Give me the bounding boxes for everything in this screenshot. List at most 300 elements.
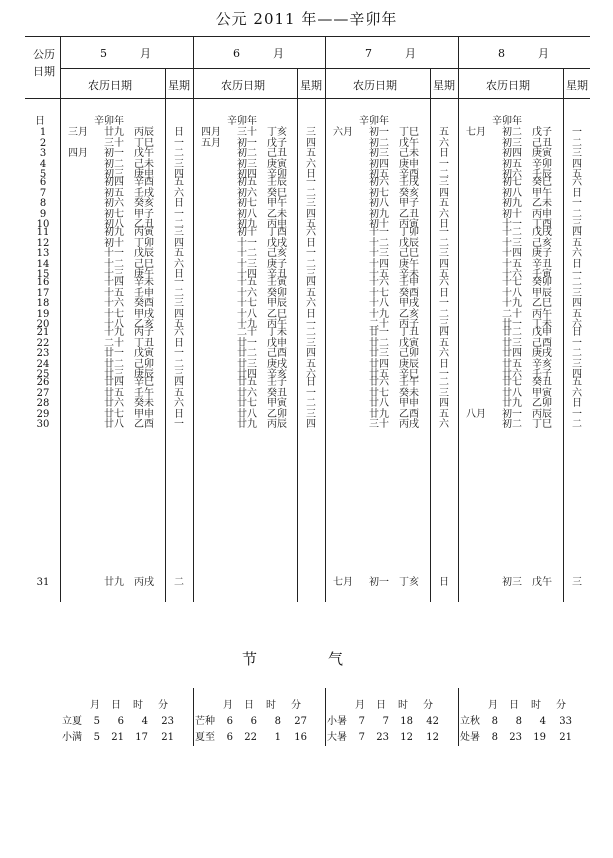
lunar-date: 初一 戊午	[104, 148, 154, 159]
header-bottom-rule	[25, 98, 590, 99]
weekday-value: 三	[306, 337, 316, 349]
lunar-date-header: 农历日期	[486, 79, 530, 92]
lunar-date: 十一 戊戌	[237, 237, 287, 249]
weekday-value: 日	[439, 219, 449, 230]
weekday-value: 二	[174, 577, 184, 588]
jieqi-value: 27	[294, 716, 307, 727]
lunar-date: 十七 甲戌	[104, 308, 154, 320]
solar-day: 18	[36, 298, 50, 309]
lunar-date: 廿三 庚戌	[237, 358, 287, 370]
lunar-date: 廿五 壬子	[237, 377, 287, 388]
jieqi-value: 12	[426, 732, 439, 743]
lunar-date: 初七 甲子	[104, 208, 154, 220]
lunar-date: 十五 辛丑	[502, 258, 552, 270]
jieqi-divider	[325, 688, 326, 746]
jieqi-value: 6	[226, 732, 233, 743]
weekday-value: 一	[572, 198, 582, 209]
jieqi-value: 12	[400, 732, 413, 743]
lunar-date: 十七 癸酉	[369, 287, 419, 299]
jieqi-value: 4	[141, 716, 148, 727]
weekday-value: 六	[306, 298, 316, 309]
jieqi-value: 7	[358, 716, 365, 727]
jieqi-value: 17	[135, 732, 148, 743]
lunar-date: 廿一 丁丑	[369, 327, 419, 338]
weekday-value: 六	[439, 419, 449, 430]
lunar-month-marker: 三月	[68, 127, 88, 138]
weekday-value: 一	[439, 369, 449, 380]
weekday-value: 五	[439, 269, 449, 280]
lunar-date: 十七 癸卯	[502, 277, 552, 288]
lunar-date: 三十 丙戌	[369, 419, 419, 430]
lunar-date: 初三 戊午	[502, 577, 552, 588]
weekday-value: 二	[439, 237, 449, 249]
lunar-date: 廿四 庚辰	[369, 358, 419, 370]
weekday-value: 五	[306, 287, 316, 299]
lunar-date: 初二 丁巳	[502, 419, 552, 430]
lunar-date: 廿二 戊寅	[369, 337, 419, 349]
jieqi-value: 16	[294, 732, 307, 743]
jieqi-value: 18	[400, 716, 413, 727]
lunar-date: 廿九 丙辰	[237, 419, 287, 430]
weekday-value: 一	[174, 419, 184, 430]
jieqi-value: 8	[274, 716, 281, 727]
weekday-value: 三	[572, 148, 582, 159]
weekday-value: 三	[306, 198, 316, 209]
jieqi-value: 21	[161, 732, 174, 743]
lunar-date: 初二 己未	[104, 158, 154, 170]
weekday-value: 三	[572, 577, 582, 588]
lunar-date: 廿六 壬子	[502, 369, 552, 380]
lunar-date: 二十 丁未	[237, 327, 287, 338]
weekday-value: 二	[439, 377, 449, 388]
solar-day: 23	[36, 348, 50, 359]
weekday-value: 二	[306, 398, 316, 409]
lunar-date: 初七 癸亥	[369, 187, 419, 199]
lunar-date: 廿一 丁未	[502, 319, 552, 330]
lunar-date: 廿四 庚戌	[502, 348, 552, 359]
lunar-year-label: 辛卯年	[94, 116, 124, 127]
weekday-value: 日	[306, 237, 316, 249]
lunar-date: 初五 辛卯	[502, 158, 552, 170]
lunar-date: 初八 乙丑	[104, 219, 154, 230]
month-header: 7 月	[365, 47, 416, 60]
jieqi-col-header: 月	[488, 700, 498, 711]
weekday-value: 一	[572, 337, 582, 349]
lunar-date: 初十 丙寅	[369, 219, 419, 230]
jieqi-col-header: 分	[291, 700, 301, 711]
weekday-value: 六	[572, 177, 582, 188]
weekday-value: 日	[572, 258, 582, 270]
weekday-value: 六	[306, 369, 316, 380]
weekday-value: 四	[306, 208, 316, 220]
weekday-value: 四	[174, 169, 184, 180]
weekday-value: 日	[572, 187, 582, 199]
jieqi-value: 19	[533, 732, 546, 743]
jieqi-value: 6	[226, 716, 233, 727]
jieqi-value: 5	[93, 732, 100, 743]
weekday-value: 六	[174, 398, 184, 409]
lunar-date: 二十 丁丑	[104, 337, 154, 349]
lunar-date: 十五 壬寅	[237, 277, 287, 288]
lunar-date: 初四 辛酉	[104, 177, 154, 188]
lunar-date: 廿八 甲寅	[502, 387, 552, 399]
jieqi-name: 立秋	[460, 716, 480, 727]
lunar-date: 初六 壬辰	[502, 169, 552, 180]
lunar-date: 二十 丙子	[369, 319, 419, 330]
weekday-value: 一	[572, 408, 582, 420]
lunar-date: 十三 庚子	[237, 258, 287, 270]
solar-day: 29	[36, 408, 50, 420]
lunar-date: 十四 庚午	[369, 258, 419, 270]
lunar-date: 廿一 戊申	[237, 337, 287, 349]
weekday-value: 五	[174, 248, 184, 259]
weekday-value: 一	[306, 177, 316, 188]
solar-day: 25	[36, 369, 50, 380]
lunar-date: 廿二 己卯	[104, 358, 154, 370]
lunar-date: 十七 甲辰	[237, 298, 287, 309]
solar-day: 1	[39, 127, 47, 138]
lunar-date: 廿四 辛巳	[104, 377, 154, 388]
weekday-value: 五	[439, 198, 449, 209]
weekday-value: 一	[439, 158, 449, 170]
lunar-date: 十四 辛丑	[237, 269, 287, 280]
jieqi-value: 21	[559, 732, 572, 743]
weekday-value: 五	[174, 319, 184, 330]
page-title: 公元 2011 年——辛卯年	[215, 10, 398, 28]
weekday-value: 六	[306, 227, 316, 238]
weekday-value: 日	[174, 337, 184, 349]
weekday-value: 日	[174, 408, 184, 420]
lunar-date: 十六 癸酉	[104, 298, 154, 309]
weekday-value: 日	[174, 127, 184, 138]
weekday-value: 五	[306, 358, 316, 370]
lunar-date-header: 农历日期	[353, 79, 397, 92]
lunar-date: 初二 己丑	[237, 148, 287, 159]
weekday-value: 二	[174, 148, 184, 159]
lunar-date: 初十 丁酉	[237, 227, 287, 238]
block-divider	[325, 36, 326, 602]
jieqi-divider	[458, 688, 459, 746]
lunar-date: 廿八 甲申	[369, 398, 419, 409]
lunar-date: 廿三 庚辰	[104, 369, 154, 380]
solar-day: 17	[36, 287, 50, 299]
lunar-date: 十六 癸卯	[237, 287, 287, 299]
jieqi-col-header: 月	[223, 700, 233, 711]
weekday-value: 二	[306, 327, 316, 338]
lunar-month-marker: 七月	[466, 127, 486, 138]
lunar-date: 廿五 辛亥	[502, 358, 552, 370]
weekday-value: 三	[306, 408, 316, 420]
lunar-date: 初十 丁卯	[104, 237, 154, 249]
weekday-value: 六	[439, 137, 449, 149]
solar-day: 26	[36, 377, 50, 388]
solar-day: 28	[36, 398, 50, 409]
weekday-value: 日	[306, 377, 316, 388]
lunar-date: 初五 辛酉	[369, 169, 419, 180]
weekday-value: 五	[439, 337, 449, 349]
jieqi-name: 立夏	[62, 716, 82, 727]
solar-day: 5	[39, 169, 47, 180]
lunar-date: 十六 壬申	[369, 277, 419, 288]
jieqi-value: 23	[161, 716, 174, 727]
jieqi-value: 23	[376, 732, 389, 743]
lunar-date: 初九 丙寅	[104, 227, 154, 238]
lunar-date: 初一 丁巳	[369, 127, 419, 138]
lunar-date: 廿六 癸未	[104, 398, 154, 409]
solar-day: 2	[39, 137, 47, 149]
weekday-value: 日	[439, 287, 449, 299]
lunar-date: 初三 己丑	[502, 137, 552, 149]
jieqi-value: 4	[539, 716, 546, 727]
jieqi-divider	[193, 688, 194, 746]
week-divider	[297, 68, 298, 602]
lunar-date: 廿二 己酉	[237, 348, 287, 359]
jieqi-name: 夏至	[195, 732, 215, 743]
month-header: 8 月	[498, 47, 549, 60]
weekday-value: 四	[306, 419, 316, 430]
lunar-date: 三十 丁巳	[104, 137, 154, 149]
weekday-value: 五	[306, 219, 316, 230]
month-header: 5 月	[100, 47, 151, 60]
weekday-value: 一	[174, 208, 184, 220]
jieqi-col-header: 分	[158, 700, 168, 711]
weekday-value: 四	[572, 227, 582, 238]
lunar-date: 初八 甲午	[502, 187, 552, 199]
weekday-value: 五	[306, 148, 316, 159]
month-header: 6 月	[233, 47, 284, 60]
lunar-date: 初三 庚寅	[237, 158, 287, 170]
weekday-value: 四	[174, 237, 184, 249]
lunar-date: 廿七 癸丑	[502, 377, 552, 388]
weekday-value: 三	[174, 158, 184, 170]
lunar-date: 廿六 癸丑	[237, 387, 287, 399]
weekday-value: 一	[306, 387, 316, 399]
weekday-value: 六	[174, 327, 184, 338]
weekday-value: 四	[174, 308, 184, 320]
solar-day: 22	[36, 337, 50, 349]
weekday-value: 四	[439, 398, 449, 409]
weekday-value: 五	[174, 177, 184, 188]
week-divider	[165, 68, 166, 602]
weekday-value: 日	[572, 398, 582, 409]
lunar-date: 十八 乙巳	[237, 308, 287, 320]
weekday-value: 一	[174, 137, 184, 149]
weekday-value: 二	[306, 258, 316, 270]
weekday-header: 星期	[566, 79, 588, 92]
lunar-date: 初三 己未	[369, 148, 419, 159]
lunar-date: 初六 癸巳	[237, 187, 287, 199]
solar-day: 24	[36, 358, 50, 370]
lunar-year-label: 辛卯年	[492, 116, 522, 127]
weekday-value: 一	[439, 227, 449, 238]
jieqi-name: 大暑	[327, 732, 347, 743]
lunar-month-marker: 七月	[333, 577, 353, 588]
lunar-date: 初五 壬辰	[237, 177, 287, 188]
weekday-value: 四	[572, 158, 582, 170]
weekday-value: 五	[572, 169, 582, 180]
lunar-year-label: 辛卯年	[227, 116, 257, 127]
solar-day: 14	[36, 258, 50, 270]
weekday-value: 四	[306, 137, 316, 149]
lunar-date: 十二 戊辰	[369, 237, 419, 249]
lunar-date: 廿九 丙戌	[104, 577, 154, 588]
jieqi-name: 处暑	[460, 732, 480, 743]
lunar-date: 十二 己亥	[237, 248, 287, 259]
lunar-date: 十三 己亥	[502, 237, 552, 249]
weekday-value: 二	[572, 137, 582, 149]
lunar-date: 初四 辛卯	[237, 169, 287, 180]
solar-day: 31	[36, 577, 50, 588]
lunar-date: 十一 戊辰	[104, 248, 154, 259]
lunar-year-label: 辛卯年	[359, 116, 389, 127]
lunar-month-marker: 四月	[201, 127, 221, 138]
lunar-date: 十九 丙午	[237, 319, 287, 330]
lunar-date: 廿三 己酉	[502, 337, 552, 349]
jieqi-col-header: 月	[355, 700, 365, 711]
solar-day: 21	[36, 327, 50, 338]
weekday-value: 二	[439, 169, 449, 180]
weekday-value: 一	[174, 277, 184, 288]
weekday-value: 四	[306, 277, 316, 288]
jieqi-value: 8	[515, 716, 522, 727]
weekday-value: 二	[174, 287, 184, 299]
weekday-value: 六	[439, 208, 449, 220]
jieqi-name: 小暑	[327, 716, 347, 727]
lunar-date: 初一 丙辰	[502, 408, 552, 420]
weekday-value: 一	[572, 269, 582, 280]
weekday-value: 六	[572, 248, 582, 259]
lunar-date: 廿七 甲寅	[237, 398, 287, 409]
weekday-value: 二	[572, 348, 582, 359]
weekday-value: 六	[572, 319, 582, 330]
weekday-value: 五	[572, 237, 582, 249]
lunar-date: 初九 丙申	[237, 219, 287, 230]
lunar-date: 初九 乙未	[502, 198, 552, 209]
solar-day: 8	[39, 198, 47, 209]
weekday-value: 三	[306, 269, 316, 280]
lunar-date: 廿五 壬午	[104, 387, 154, 399]
lunar-date: 十九 乙亥	[369, 308, 419, 320]
lunar-date: 初八 甲子	[369, 198, 419, 209]
jieqi-col-header: 日	[244, 700, 254, 711]
weekday-value: 一	[306, 319, 316, 330]
weekday-value: 日	[439, 577, 449, 588]
weekday-value: 二	[572, 277, 582, 288]
weekday-header: 星期	[300, 79, 322, 92]
lunar-date: 廿三 己卯	[369, 348, 419, 359]
lunar-date: 廿二 戊申	[502, 327, 552, 338]
weekday-value: 日	[306, 169, 316, 180]
lunar-date: 初六 壬戌	[369, 177, 419, 188]
lunar-month-marker: 五月	[201, 137, 221, 149]
weekday-value: 四	[306, 348, 316, 359]
lunar-date: 十三 庚午	[104, 269, 154, 280]
solar-day: 19	[36, 308, 50, 320]
jieqi-col-header: 时	[398, 700, 408, 711]
lunar-date: 初二 戊午	[369, 137, 419, 149]
weekday-value: 一	[174, 348, 184, 359]
jieqi-value: 42	[426, 716, 439, 727]
jieqi-value: 8	[491, 732, 498, 743]
weekday-value: 六	[439, 277, 449, 288]
weekday-value: 三	[174, 227, 184, 238]
lunar-date: 十一 丁卯	[369, 227, 419, 238]
lunar-date: 初十 丙申	[502, 208, 552, 220]
lunar-date: 初二 戊子	[502, 127, 552, 138]
lunar-date: 廿九 乙卯	[502, 398, 552, 409]
jieqi-col-header: 日	[509, 700, 519, 711]
lunar-date: 初五 壬戌	[104, 187, 154, 199]
weekday-value: 二	[572, 419, 582, 430]
solar-day: 30	[36, 419, 50, 430]
weekday-value: 三	[572, 287, 582, 299]
lunar-date: 十三 己巳	[369, 248, 419, 259]
lunar-date: 十一 丁酉	[502, 219, 552, 230]
jieqi-value: 33	[559, 716, 572, 727]
lunar-date: 十八 甲辰	[502, 287, 552, 299]
weekday-value: 三	[439, 319, 449, 330]
lunar-month-marker: 六月	[333, 127, 353, 138]
lunar-date: 初一 丁亥	[369, 577, 419, 588]
lunar-date: 初七 癸巳	[502, 177, 552, 188]
jieqi-name: 芒种	[195, 716, 215, 727]
solar-day: 27	[36, 387, 50, 399]
solar-date-header: 公历 日期	[33, 48, 55, 78]
lunar-date: 十二 己巳	[104, 258, 154, 270]
jieqi-col-header: 分	[556, 700, 566, 711]
weekday-value: 三	[439, 387, 449, 399]
jieqi-col-header: 月	[90, 700, 100, 711]
weekday-value: 日	[439, 358, 449, 370]
lunar-date: 十九 乙巳	[502, 298, 552, 309]
solar-day: 4	[39, 158, 47, 170]
lunar-date: 十九 丙子	[104, 327, 154, 338]
weekday-value: 六	[306, 158, 316, 170]
weekday-value: 五	[572, 308, 582, 320]
lunar-date: 三十 丁亥	[237, 127, 287, 138]
solar-day: 15	[36, 269, 50, 280]
weekday-value: 三	[306, 127, 316, 138]
lunar-date: 初四 庚申	[369, 158, 419, 170]
lunar-date: 十四 庚子	[502, 248, 552, 259]
lunar-date: 二十 丙午	[502, 308, 552, 320]
weekday-value: 五	[572, 377, 582, 388]
weekday-value: 四	[439, 327, 449, 338]
solar-day: 3	[39, 148, 47, 159]
weekday-value: 三	[572, 358, 582, 370]
weekday-value: 四	[439, 258, 449, 270]
solar-day: 6	[39, 177, 47, 188]
jieqi-value: 6	[250, 716, 257, 727]
lunar-date: 十八 乙亥	[104, 319, 154, 330]
lunar-date: 廿九 乙酉	[369, 408, 419, 420]
jieqi-col-header: 日	[376, 700, 386, 711]
lunar-date: 十五 壬申	[104, 287, 154, 299]
lunar-month-marker: 四月	[68, 148, 88, 159]
lunar-date: 廿四 辛亥	[237, 369, 287, 380]
lunar-date: 初四 庚寅	[502, 148, 552, 159]
block-divider	[60, 36, 61, 602]
weekday-value: 六	[174, 258, 184, 270]
weekday-header: 星期	[168, 79, 190, 92]
lunar-date: 廿八 乙卯	[237, 408, 287, 420]
jieqi-col-header: 时	[531, 700, 541, 711]
lunar-date-header: 农历日期	[221, 79, 265, 92]
table-top-rule	[25, 36, 590, 37]
week-divider	[430, 68, 431, 602]
solar-day: 13	[36, 248, 50, 259]
weekday-value: 日	[174, 198, 184, 209]
